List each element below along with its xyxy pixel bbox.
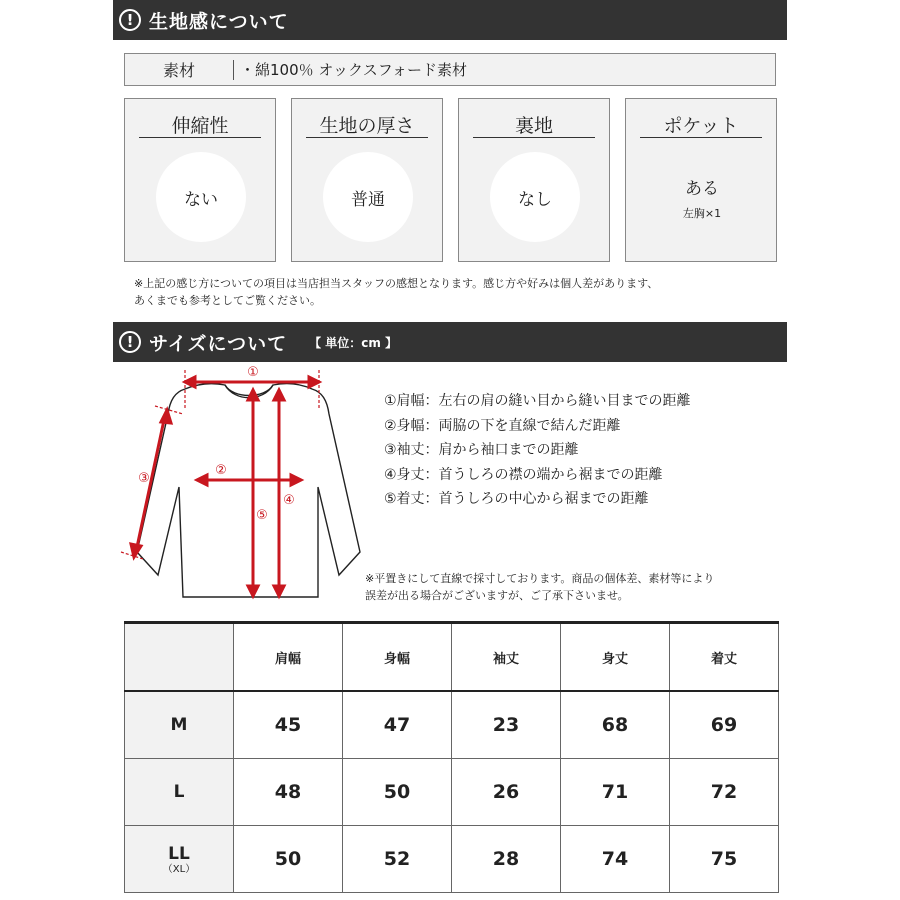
size-label-cell (125, 826, 234, 893)
marker-sleeve: ③ (138, 471, 150, 486)
table-cell: 48 (234, 759, 343, 826)
feature-sub: 左胸×1 (682, 206, 722, 220)
column-header: 身丈 (561, 623, 670, 692)
fabric-section-title: 生地感について (149, 10, 289, 33)
table-cell: 74 (561, 826, 670, 893)
marker-shoulder: ① (247, 365, 259, 380)
column-header: 袖丈 (452, 623, 561, 692)
feature-circle (156, 152, 246, 242)
marker-body-length: ④ (283, 493, 295, 508)
size-section-header (113, 322, 787, 362)
feature-lining (458, 98, 610, 262)
feature-title: ポケット (640, 111, 762, 138)
exclamation-icon: ! (119, 9, 141, 31)
feature-value: 普通 (351, 189, 385, 210)
table-cell: 68 (561, 691, 670, 759)
measure-legend (384, 389, 691, 512)
table-cell: 69 (670, 691, 779, 759)
size-label: LL (168, 843, 190, 864)
measure-item: ③袖丈：肩から袖口までの距離 (384, 442, 579, 458)
feature-circle (657, 152, 747, 242)
feature-title: 裏地 (473, 111, 595, 138)
table-row (125, 759, 779, 826)
table-cell: 52 (343, 826, 452, 893)
fabric-note (134, 275, 658, 309)
size-note-line: ※平置きにして直線で採寸しております。商品の個体差、素材等により (365, 572, 715, 585)
feature-title: 生地の厚さ (306, 111, 428, 138)
table-cell: 26 (452, 759, 561, 826)
shirt-measure-diagram (113, 362, 378, 607)
exclamation-icon: ! (119, 331, 141, 353)
feature-circle (490, 152, 580, 242)
size-note (365, 570, 714, 604)
material-row (124, 53, 776, 86)
feature-circle (323, 152, 413, 242)
table-cell: 75 (670, 826, 779, 893)
table-cell: 47 (343, 691, 452, 759)
column-header: 身幅 (343, 623, 452, 692)
fabric-section-header (113, 0, 787, 40)
table-row (125, 826, 779, 893)
size-table (124, 621, 779, 893)
column-header: 肩幅 (234, 623, 343, 692)
column-header: 着丈 (670, 623, 779, 692)
measure-item: ⑤着丈：首うしろの中心から裾までの距離 (384, 491, 649, 507)
table-header-row (125, 623, 779, 692)
table-cell: 23 (452, 691, 561, 759)
size-label-sub: （XL） (162, 863, 196, 875)
table-cell: 45 (234, 691, 343, 759)
size-note-line: 誤差が出る場合がございますが、ご了承下さいませ。 (365, 589, 629, 602)
table-cell: 50 (343, 759, 452, 826)
fabric-note-line: あくまでも参考としてご覧ください。 (134, 294, 321, 307)
shirt-outline (137, 384, 360, 597)
material-divider (233, 60, 234, 80)
table-cell: 71 (561, 759, 670, 826)
size-section-title: サイズについて (149, 332, 288, 355)
table-cell: 50 (234, 826, 343, 893)
marker-total-length: ⑤ (256, 508, 268, 523)
table-corner-cell (125, 623, 234, 692)
size-label: M (125, 691, 234, 759)
size-unit-label: 【 単位：cm 】 (309, 335, 398, 350)
feature-value: なし (518, 189, 552, 210)
measure-item: ④身丈：首うしろの襟の端から裾までの距離 (384, 466, 663, 483)
material-value: ・綿100％ オックスフォード素材 (240, 61, 468, 79)
table-row (125, 691, 779, 759)
table-cell: 28 (452, 826, 561, 893)
feature-title: 伸縮性 (139, 111, 261, 138)
feature-pocket (625, 98, 777, 262)
feature-value: ない (184, 189, 218, 210)
material-label: 素材 (162, 61, 195, 80)
marker-chest: ② (215, 463, 227, 478)
measure-arrows (121, 370, 319, 596)
measure-item: ②身幅：両脇の下を直線で結んだ距離 (384, 417, 621, 434)
fabric-note-line: ※上記の感じ方についての項目は当店担当スタッフの感想となります。感じ方や好みは個人差があります、 (134, 277, 659, 290)
size-label: L (125, 759, 234, 826)
table-cell: 72 (670, 759, 779, 826)
feature-thickness (291, 98, 443, 262)
feature-value: ある (685, 178, 719, 199)
feature-stretch (124, 98, 276, 262)
measure-item: ①肩幅：左右の肩の縫い目から縫い目までの距離 (384, 393, 691, 409)
